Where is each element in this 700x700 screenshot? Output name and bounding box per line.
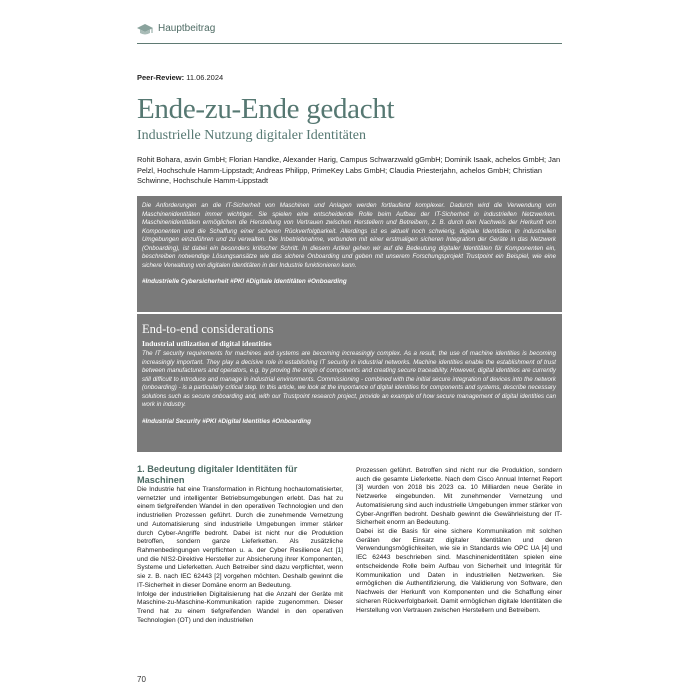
graduation-cap-icon <box>137 23 153 37</box>
article-title: Ende-zu-Ende gedacht <box>137 93 395 125</box>
abstract-english <box>142 322 556 425</box>
body-column-right <box>356 467 562 615</box>
abstract-english-text: The IT security requirements for machines and systems are becoming increasingly complex. As a result, the use of machine identities is becoming increasingly important. They play a decisive role in establishing IT security in industrial networks. Machine identities enable the establishment of trust between manufacturers and operators, e.g. by proving the origin of components and creating secure traceability. However, digital identities are currently still difficult to introduce and manage in industrial environments. Commissioning - combined with the initial secure integration of devices into the network (onboarding) - is a particularly critical step. In this article, we look at the importance of digital identities for components and systems, describe necessary solutions such as secure onboarding and, with our Trustpoint research project, provide an example of how secure management of digital identities can work in industry. <box>142 350 556 409</box>
body-paragraph: Infolge der industriellen Digitalisierung hat die Anzahl der Geräte mit Maschine-zu-Maschine-Kommunikation rapide zugenommen. Dieser Trend hat zu einem tiefgreifenden Wandel in den operativen Technologien (OT) und den industriellen <box>137 590 343 624</box>
abstract-box <box>137 196 562 452</box>
body-paragraph: Die Industrie hat eine Transformation in Richtung hochautomatisierter, vernetzter und intelligenter Betriebsumgebungen erlebt. Das hat zu einem tiefgreifenden Wandel in den operativen Technologien und den industriellen Prozessen geführt. Durch die zunehmende Vernetzung und Automatisierung sind industrielle Umgebungen immer stärker durch Cyber-Angriffe bedroht. Dabei ist nicht nur die Produktion betroffen, sondern ganze Lieferketten. Als zusätzliche Rahmenbedingungen verpflichten u. a. der Cyber Resilience Act [1] und die NIS2-Direktive Hersteller zur Absicherung ihrer Komponenten, Systeme und Lieferketten. Auch Betreiber sind dazu verpflichtet, wenn sie z. B. nach IEC 62443 [2] vorgehen möchten. Deshalb gewinnt die IT-Sicherheit in dieser Domäne enorm an Bedeutung. <box>137 486 343 589</box>
abstract-english-tags: #Industrial Security #PKI #Digital Identities #Onboarding <box>142 417 312 425</box>
section-label: Hauptbeitrag <box>158 23 216 34</box>
abstract-divider <box>137 312 562 314</box>
section-header <box>137 20 562 44</box>
peer-review-label: Peer-Review: <box>137 73 185 82</box>
abstract-german-tags: #Industrielle Cybersicherheit #PKI #Digitale Identitäten #Onboarding <box>142 278 347 286</box>
peer-review-date: 11.06.2024 <box>186 73 224 82</box>
peer-review-line <box>137 73 223 82</box>
abstract-english-title: End-to-end considerations <box>142 322 274 336</box>
body-paragraph: Dabei ist die Basis für eine sichere Kommunikation mit solchen Geräten der Einsatz digitaler Identitäten und deren Verwendungsmöglichkeiten, wie sie in Standards wie OPC UA [4] und IEC 62443 beschrieben sind. Maschinenidentitäten spielen eine entscheidende Rolle beim Aufbau von Sicherheit und Integrität für Kommunikation und Daten in industriellen Netzwerken. Sie ermöglichen die Authentifizierung, die Validierung von Software, den Nachweis der Herkunft von Komponenten und die Schaffung einer sicheren Rückverfolgbarkeit. Damit ermöglichen digitale Identitäten die Herstellung von Vertrauen zwischen Herstellern und Betreibern. <box>356 528 562 614</box>
body-paragraph: Prozessen geführt. Betroffen sind nicht nur die Produktion, sondern auch die gesamte Lieferkette. Nach dem Cisco Annual Internet Report [3] wurden von 2018 bis 2023 ca. 10 Milliarden neue Geräte in Netzwerke eingebunden. Mit zunehmender Vernetzung und Automatisierung sind auch industrielle Umgebungen immer stärker von Cyber-Angriffen bedroht. Deshalb gewinnt die Gewährleistung der IT-Sicherheit enorm an Bedeutung. <box>356 467 562 527</box>
section-heading: 1. Bedeutung digitaler Identitäten für Maschinen <box>137 464 298 485</box>
author-list: Rohit Bohara, asvin GmbH; Florian Handke, Alexander Harig, Campus Schwarzwald gGmbH; Dominik Isaak, achelos GmbH; Jan Pelzl, Hochschule Hamm-Lippstadt; Andreas Philipp, PrimeKey Labs GmbH; Claudia Priesterjahn, achelos GmbH; Christian Schwinne, Hochschule Hamm-Lippstadt <box>137 155 561 186</box>
body-column-left <box>137 464 343 626</box>
article-subtitle: Industrielle Nutzung digitaler Identitäten <box>137 128 366 143</box>
page-number: 70 <box>137 675 146 684</box>
abstract-german-text: Die Anforderungen an die IT-Sicherheit von Maschinen und Anlagen werden fortlaufend komplexer. Dadurch wird die Verwendung von Maschinenidentitäten immer wichtiger. Sie spielen eine entscheidende Rolle beim Aufbau der IT-Sicherheit in industriellen Netzwerken. Maschinenidentitäten ermöglichen die Herstellung von Vertrauen zwischen Herstellern und Betreibern, z. B. durch den Nachweis der Herkunft von Komponenten und die Schaffung einer sicheren Rückverfolgbarkeit. Allerdings ist es aktuell noch schwierig, digitale Identitäten in industriellen Umgebungen einzuführen und zu verwalten. Die Inbetriebnahme, verbunden mit einer erstmaligen sicheren Integration der Geräte in das Netzwerk (Onboarding), ist dabei ein besonders kritischer Schritt. In diesem Artikel gehen wir auf die Bedeutung digitaler Identitäten für Komponenten ein, beschreiben notwendige Lösungsansätze wie das sichere Onboarding und geben mit unserem Forschungsprojekt Trustpoint ein Beispiel, wie eine sichere Verwaltung von digitalen Identitäten in der Industrie funktionieren kann. <box>142 202 556 269</box>
abstract-english-subtitle: Industrial utilization of digital identities <box>142 339 272 348</box>
